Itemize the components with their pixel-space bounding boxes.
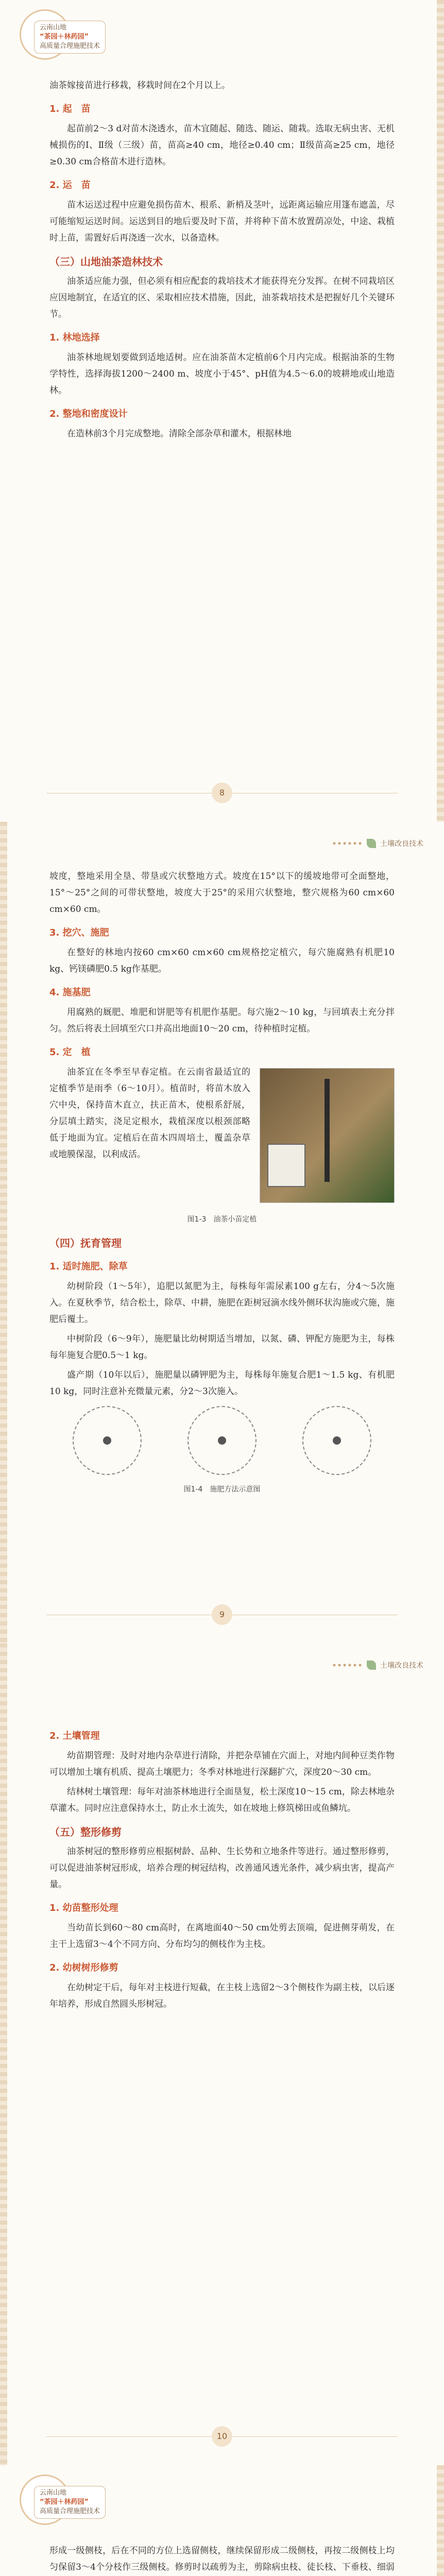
page-3-content	[49, 1721, 395, 2015]
page-2-content	[49, 868, 395, 1504]
dots-decoration-icon	[332, 1663, 363, 1667]
paragraph: 油茶树冠的整形修剪应根据树龄、品种、生长势和立地条件等进行。通过整形修剪，可以促进油茶树冠形成，培养合理的树冠结构，改善通风透光条件，减少病虫害，提高产量。	[49, 1846, 395, 1890]
side-decoration	[437, 0, 444, 822]
page-footer	[0, 2426, 444, 2447]
badge-line-2: “茶园＋林药园”	[40, 33, 89, 41]
section-heading: 2. 运 苗	[49, 180, 91, 191]
section-heading: 2. 土壤管理	[49, 1731, 100, 1741]
paragraph: 油茶林地规划要做到适地适树。应在油茶苗木定植前6个月内完成。根据油茶的生物学特性，选择海拔1200～2400 m、坡度小于45°、pH值为4.5～6.0的坡耕地或山地造林。	[49, 352, 395, 396]
section-heading: 2. 幼树树形修剪	[49, 1962, 118, 1973]
planting-photo	[260, 1068, 395, 1203]
running-title: 土壤改良技术	[380, 1662, 423, 1670]
section-heading: 2. 整地和密度设计	[49, 409, 128, 419]
paragraph: 幼苗期管理：及时对地内杂草进行清除，并把杂草铺在穴面上，对地内间种豆类作物可以增加土壤有机质、提高土壤肥力；冬季对林地进行深翻扩穴，深度20～30 cm。	[49, 1751, 395, 1777]
page-4-content	[49, 2543, 395, 2576]
paragraph: 苗木运送过程中应避免损伤苗木、根系、新梢及茎叶，远距离运输应用篷布遮盖，尽可能缩短运送时间。运送到目的地后要及时下苗，并将种下苗木放置荫凉处，中途、栽植时上苗，需置好后再浇透一次水，以备造林。	[49, 200, 395, 243]
stake	[325, 1079, 330, 1182]
leaf-icon	[367, 1660, 376, 1670]
document-page-3	[0, 1643, 444, 2465]
badge-line-1: 云南山地	[40, 2489, 67, 2497]
chapter-heading: （五）整形修剪	[49, 1826, 122, 1838]
paragraph: 盛产期（10年以后），施肥量以磷钾肥为主，每株每年施复合肥1～1.5 kg、有机肥10 kg，同时注意补充微量元素，分2～3次施入。	[49, 1370, 395, 1397]
page-1-content	[49, 77, 395, 445]
paragraph: 结林树土壤管理：每年对油茶林地进行全面垦复，松土深度10～15 cm，除去林地杂草灌木。同时应注意保持水土，防止水土流失，如在坡地上修筑梯田或鱼鳞坑。	[49, 1787, 395, 1814]
page-footer	[0, 783, 444, 803]
running-title: 土壤改良技术	[380, 840, 423, 848]
paragraph: 形成一级侧枝，后在不同的方位上选留侧枝，继续保留形成二级侧枝，再按二级侧枝上均匀保留3～4个分枝作三级侧枝。修剪时以疏剪为主，剪除病虫枝、徒长枝、下垂枝、细弱	[49, 2546, 395, 2572]
header-badge	[20, 9, 112, 57]
page-number: 9	[212, 1604, 232, 1625]
paragraph: 在造林前3个月完成整地。清除全部杂草和灌木，根据林地	[67, 429, 292, 439]
paragraph: 油茶适应能力强，但必须有相应配套的栽培技术才能获得充分发挥。在树不同栽培区应因地制宜，在适宜的区、采取相应技术措施，因此，油茶栽培技术是把握好几个关键环节。	[49, 276, 395, 319]
badge-label	[34, 21, 106, 54]
section-heading: 1. 幼苗整形处理	[49, 1903, 118, 1913]
page-number: 10	[212, 2426, 232, 2447]
badge-label	[34, 2486, 106, 2519]
fertilizer-diagram	[49, 1406, 395, 1475]
document-page-2	[0, 822, 444, 1643]
paragraph: 在幼树定干后，每年对主枝进行短截，在主枝上选留2～3个侧枝作为副主枝，以后逐年培养，形成自然圆头形树冠。	[49, 1982, 395, 2009]
chapter-heading: （四）抚育管理	[49, 1237, 122, 1249]
paragraph: 中树阶段（6～9年），施肥量比幼树期适当增加，以氮、磷、钾配方施肥为主，每株每年施复合肥0.5～1 kg。	[49, 1334, 395, 1361]
figure-caption: 图1-4 施肥方法示意图	[183, 1485, 261, 1494]
badge-line-1: 云南山地	[40, 24, 67, 31]
document-page-1	[0, 0, 444, 822]
hole-fertilize-diagram	[187, 1406, 257, 1475]
strip-fertilize-diagram	[302, 1406, 371, 1475]
paragraph: 油茶宜在冬季至早春定植。在云南省最适宜的定植季节是雨季（6～10月）。植苗时，将苗木放入穴中央，保持苗木直立，扶正苗木，使根系舒展，分层填土踏实，浇足定根水，栽植深度以根颈部略低于地面为宜。定植后在苗木四周培土，覆盖杂草或地膜保湿，以利成活。	[49, 1067, 250, 1160]
page-footer	[0, 1604, 444, 1625]
paragraph: 坡度，整地采用全垦、带垦或穴状整地方式。坡度在15°以下的缓坡地带可全面整地，15°～25°之间的可带状整地，坡度大于25°的采用穴状整地，整穴规格为60 cm×60 cm×60 cm。	[49, 871, 395, 914]
badge-line-3: 高质量合理施肥技术	[40, 42, 100, 50]
section-heading: 1. 起 苗	[49, 104, 91, 114]
badge-line-2: “茶园＋林药园”	[40, 2498, 89, 2506]
paragraph: 当幼苗长到60～80 cm高时，在离地面40～50 cm处剪去顶端，促进侧芽萌发，在主干上选留3～4个不同方向、分布均匀的侧枝作为主枝。	[49, 1923, 395, 1950]
paragraph: 幼树阶段（1～5年），追肥以氮肥为主，每株每年需尿素100 g左右，分4～5次施入。在夏秋季节，结合松土，除草、中耕，施肥在距树冠滴水线外侧环状沟施或穴施，施肥后覆土。	[49, 1281, 395, 1325]
section-heading: 1. 适时施肥、除草	[49, 1261, 128, 1272]
chapter-heading: （三）山地油茶造林技术	[49, 256, 163, 268]
side-decoration	[437, 2465, 444, 2576]
header-badge	[20, 2475, 112, 2522]
leaf-icon	[367, 839, 376, 848]
side-decoration	[0, 822, 7, 1643]
plant-tag	[267, 1144, 305, 1187]
paragraph: 油茶嫁接苗进行移栽，移栽时间在2个月以上。	[49, 80, 230, 91]
dots-decoration-icon	[332, 841, 363, 845]
document-page-4	[0, 2465, 444, 2576]
section-heading: 1. 林地选择	[49, 332, 100, 343]
section-heading: 3. 挖穴、施肥	[49, 927, 109, 938]
ring-fertilize-diagram	[73, 1406, 142, 1475]
section-heading: 4. 施基肥	[49, 987, 91, 998]
figure-caption: 图1-3 油茶小苗定植	[187, 1215, 257, 1224]
paragraph: 起苗前2～3 d对苗木浇透水，苗木宜随起、随选、随运、随栽。选取无病虫害、无机械损伤的Ⅰ、Ⅱ级（三级）苗，苗高≥40 cm，地径≥0.40 cm；Ⅱ级苗高≥25 cm，地径≥0.30 cm合格苗木进行造林。	[49, 124, 395, 167]
side-decoration	[0, 1643, 7, 2465]
paragraph: 在整好的林地内按60 cm×60 cm×60 cm规格挖定植穴，每穴施腐熟有机肥10 kg、钙镁磷肥0.5 kg作基肥。	[49, 947, 395, 974]
badge-line-3: 高质量合理施肥技术	[40, 2507, 100, 2515]
page-number: 8	[212, 783, 232, 803]
running-header	[332, 1660, 423, 1670]
running-header	[332, 838, 423, 849]
section-heading: 5. 定 植	[49, 1047, 91, 1058]
paragraph: 用腐熟的厩肥、堆肥和饼肥等有机肥作基肥。每穴施2～10 kg，与回填表土充分拌匀。然后将表土回填至穴口并高出地面10～20 cm，待种植时定植。	[49, 1007, 395, 1034]
